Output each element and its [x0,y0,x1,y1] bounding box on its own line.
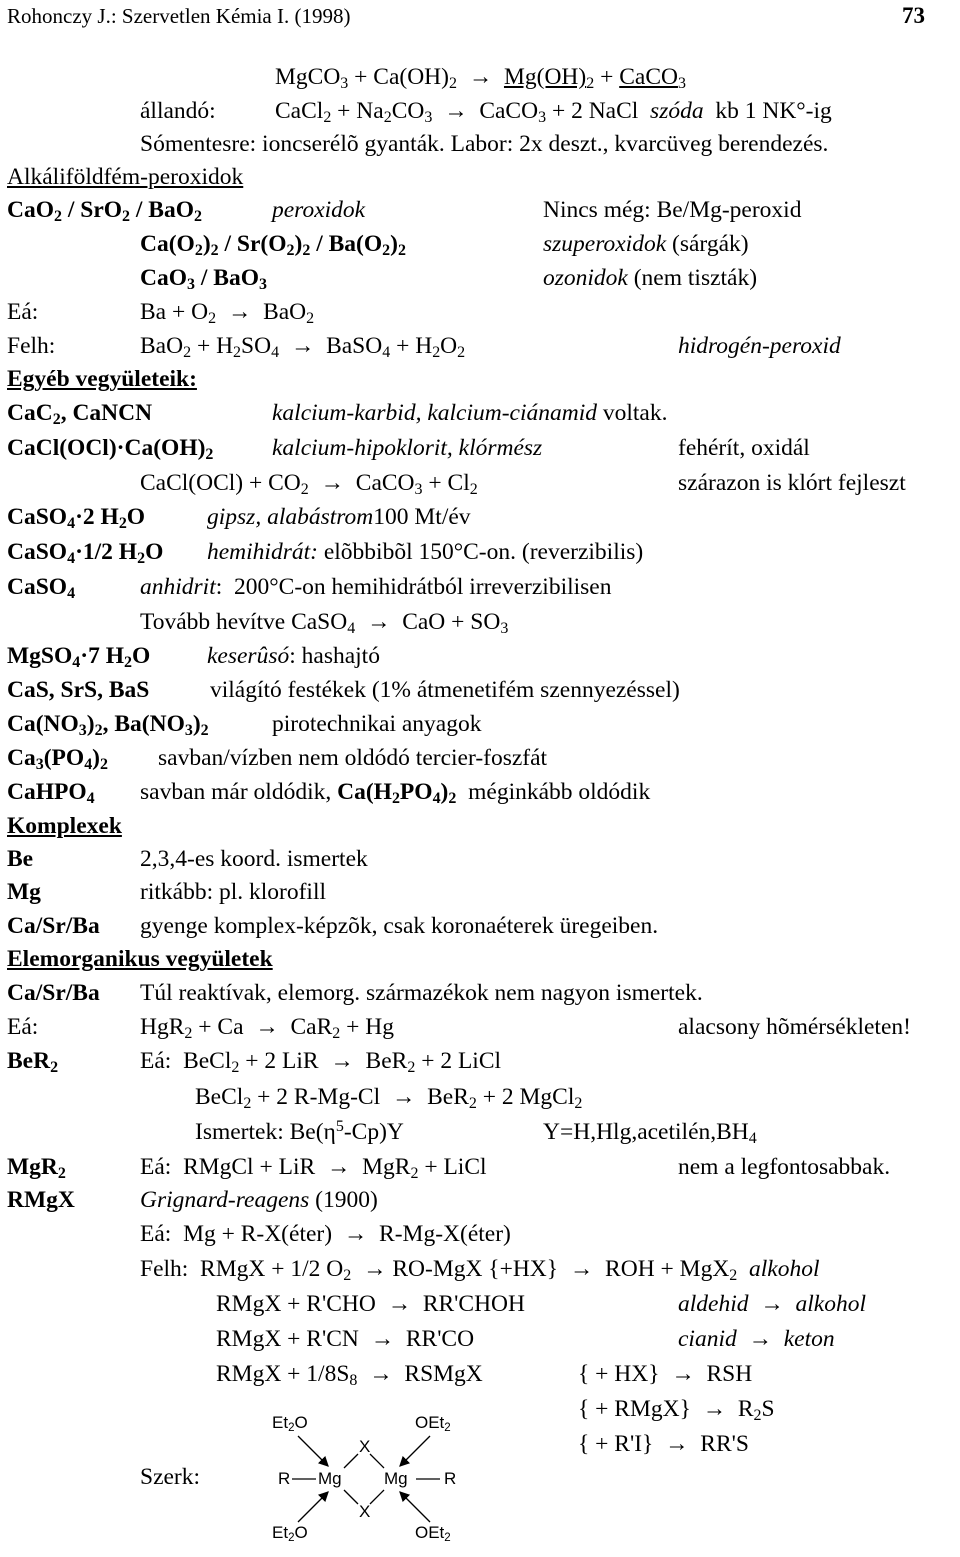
text-line: { + R'I} → RR'S [578,1431,749,1457]
alkyl-group: R [444,1469,457,1488]
text-line: hidrogén-peroxid [678,333,841,359]
text-line: savban már oldódik, $Ca(H_2PO_4)_2$ méginkább oldódik [140,779,651,807]
text-line: savban/vízben nem oldódó tercier-foszfát [158,745,548,771]
text-line: ritkább: pl. klorofill [140,879,327,905]
text-line: hemihidrát: elõbbibõl 150°C-on. (reverzibilis) [207,539,644,565]
text-line: szuperoxidok (sárgák) [543,231,749,257]
reaction-line: RMgX + R'CHO → RR'CHOH [216,1291,525,1317]
text-line: Grignard-reagens (1900) [140,1187,378,1213]
text-line: gipsz, alabástrom100 Mt/év [207,504,471,530]
reaction-line: RMgX + $1/8S_8$ → RSMgX [216,1361,483,1389]
running-header: Rohonczy J.: Szervetlen Kémia I. (1998) [7,4,351,28]
page-number: 73 [902,3,925,28]
halide-atom: X [359,1502,371,1521]
text-line: Ismertek: $Be(\eta^5-Cp)Y$ [195,1118,404,1145]
text-line: 2,3,4-es koord. ismertek [140,846,368,872]
alkyl-group: R [278,1469,291,1488]
bond-line [370,1454,384,1468]
halide-atom: X [359,1437,371,1456]
formula: CaO$_2$ / SrO$_2$ / BaO$_2$ [7,197,202,225]
section-heading: Komplexek [7,813,122,839]
formula: CaS, SrS, BaS [7,677,150,703]
text-line: Sómentesre: ioncserélõ gyanták. Labor: 2x deszt., kvarcüveg berendezés. [140,131,829,157]
line-label: állandó: [140,98,216,124]
formula: $CaCl(OCl)\cdot Ca(OH)_2$ [7,435,214,463]
text-line: kalcium-hipoklorit, klórmész [272,435,543,461]
formula: MgSO$_4$·7 $H_2O$ [7,643,151,671]
reaction-line: Tovább hevítve CaSO$_4$ → CaO + $SO_3$ [140,609,509,637]
section-heading: Elemorganikus vegyületek [7,946,273,972]
text-line: anhidrit: 200°C-on hemihidrátból irreverzibilisen [140,574,612,600]
ether-ligand: $Et_2O$ [272,1413,308,1434]
text-line: keserûsó: hashajtó [207,643,380,669]
formula: RMgX [7,1187,75,1213]
text-line: kalcium-karbid, kalcium-ciánamid voltak. [272,400,668,426]
ether-ligand: $Et_2O$ [272,1523,308,1544]
structure-label: Szerk: [140,1464,201,1490]
reaction-line: $BaO_2 + H_2SO_4$ → BaSO$_4$ + $H_2O_2$ [140,333,466,361]
text-line: Nincs még: Be/Mg-peroxid [543,197,802,223]
text-line: pirotechnikai anyagok [272,711,482,737]
formula: $Ca(NO_3)_2$, $Ba(NO_3)_2$ [7,711,209,739]
text-line: aldehid → alkohol [678,1291,866,1317]
text-line: gyenge komplex-képzõk, csak koronaéterek üregeiben. [140,913,659,939]
section-heading: Egyéb vegyületeik: [7,366,197,392]
formula: $Ca_3(PO_4)_2$ [7,745,108,773]
coordinate-bond-arrow [298,1492,328,1522]
formula: CaO$_3$ / BaO$_3$ [140,265,267,293]
ether-ligand: OEt$_2$ [415,1413,451,1434]
formula: MgR$_2$ [7,1154,66,1182]
reaction-line: Eá: BeCl$_2$ + 2 LiR → BeR$_2$ + 2 LiCl [140,1048,502,1076]
text-line: ozonidok (nem tiszták) [543,265,758,291]
reaction-line: CaCl$_2$ + $Na_2CO_3$ → CaCO$_3$ + 2 NaCl szóda kb 1 NK°-ig [275,98,832,126]
formula: CaC$_2$, CaNCN [7,400,153,428]
text-line: világító festékek (1% átmenetifém szennyezéssel) [210,677,680,703]
coordinate-bond-arrow [400,1436,430,1466]
text-line: nem a legfontosabbak. [678,1154,891,1180]
reaction-line: Felh: RMgX + 1/2 $O_2 \to RO-MgX$ {+HX} → ROH + MgX$_2$ alkohol [140,1256,820,1284]
section-heading: Alkáliföldfém-peroxidok [7,164,244,190]
text-line: alacsony hõmérsékleten! [678,1014,911,1040]
bond-line [344,1454,358,1468]
formula: $Ca(O_2)_2 / Sr(O_2)_2 / Ba(O_2)_2$ [140,231,406,259]
formula: CaSO$_4$ [7,574,76,602]
coordinate-bond-arrow [400,1492,430,1522]
reaction-line: RMgX + R'CN → RR'CO [216,1326,475,1352]
text-line: peroxidok [272,197,366,223]
formula: Be [7,846,34,872]
text-line: Túl reaktívak, elemorg. származékok nem nagyon ismertek. [140,980,703,1006]
reaction-line: HgR$_2$ + Ca → CaR$_2$ + Hg [140,1014,394,1042]
bond-line [370,1490,384,1504]
magnesium-atom: Mg [384,1469,408,1488]
reaction-line: Eá: Mg + R-X(éter) → R-Mg-X(éter) [140,1221,511,1247]
formula: Mg [7,879,41,905]
text-line: szárazon is klórt fejleszt [678,470,906,496]
magnesium-atom: Mg [318,1469,342,1488]
text-line: cianid → keton [678,1326,835,1352]
reaction-line: CaCl(OCl) + $CO_2$ → CaCO$_3$ + $Cl_2$ [140,470,478,498]
formula: Ca/Sr/Ba [7,980,100,1006]
formula: CaHPO$_4$ [7,779,95,807]
formula: CaSO$_4$·2 $H_2O$ [7,504,146,532]
reaction-line: MgCO$_3$ + $Ca(OH)_2 \to Mg(OH)_2$ + CaCO$_3$ [275,64,686,92]
reaction-line: $Ba + O_2 \to BaO_2$ [140,299,315,327]
text-line: fehérít, oxidál [678,435,810,461]
text-line: { + HX} → RSH [578,1361,753,1387]
reaction-line: Eá: RMgCl + LiR → MgR$_2$ + LiCl [140,1154,487,1182]
coordinate-bond-arrow [298,1436,328,1466]
formula: CaSO$_4$·1/2 $H_2O$ [7,539,164,567]
formula: Ca/Sr/Ba [7,913,100,939]
formula: BeR$_2$ [7,1048,59,1076]
reaction-line: BeCl$_2$ + 2 R-Mg-Cl → BeR$_2$ + 2 MgCl$_2$ [195,1084,583,1112]
line-label: Felh: [7,333,56,359]
bond-line [344,1490,358,1504]
line-label: Eá: [7,1014,39,1040]
line-label: Eá: [7,299,39,325]
text-line: $Y=H,Hlg,acetilén,BH_4$ [543,1119,757,1147]
text-line: { + RMgX} → $R_2S$ [578,1396,775,1424]
ether-ligand: OEt$_2$ [415,1523,451,1544]
